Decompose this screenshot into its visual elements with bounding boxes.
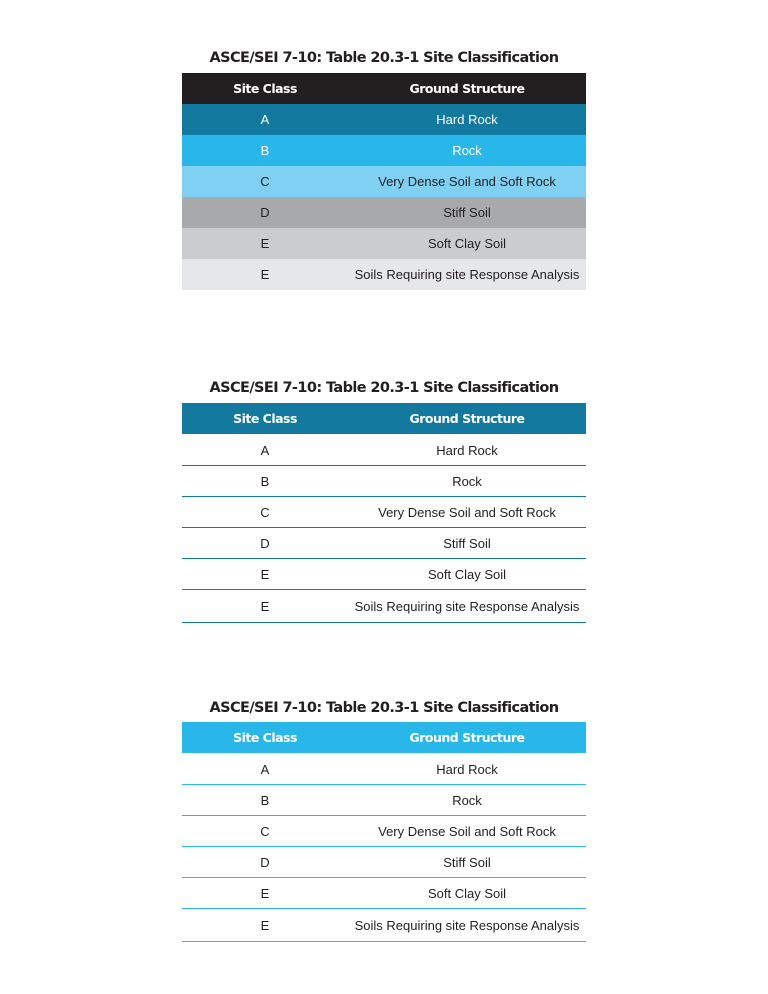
ground-structure-cell: Hard Rock — [436, 442, 498, 458]
header-site-class: Site Class — [233, 730, 297, 745]
table-title: ASCE/SEI 7-10: Table 20.3-1 Site Classification — [209, 700, 559, 716]
ground-structure-cell: Soils Requiring site Response Analysis — [354, 267, 580, 282]
site-class-cell: B — [260, 792, 270, 808]
ground-structure-cell: Soft Clay Soil — [427, 236, 507, 251]
table-title: ASCE/SEI 7-10: Table 20.3-1 Site Classification — [209, 50, 559, 66]
site-class-cell: B — [260, 473, 270, 489]
ground-structure-cell: Very Dense Soil and Soft Rock — [378, 504, 556, 520]
site-class-cell: A — [260, 442, 270, 458]
header-ground-structure: Ground Structure — [409, 730, 525, 745]
ground-structure-cell: Stiff Soil — [443, 535, 491, 551]
table-row — [182, 166, 586, 197]
table-row — [182, 590, 586, 623]
site-class-cell: B — [260, 143, 270, 158]
table-title: ASCE/SEI 7-10: Table 20.3-1 Site Classification — [209, 380, 559, 396]
table-row — [182, 228, 586, 259]
site-class-cell: E — [260, 598, 270, 614]
ground-structure-cell: Rock — [452, 143, 482, 158]
ground-structure-cell: Rock — [452, 792, 482, 808]
site-class-cell: A — [260, 761, 270, 777]
ground-structure-cell: Hard Rock — [436, 112, 498, 127]
table-row — [182, 435, 586, 466]
table-row — [182, 754, 586, 785]
table-header — [182, 722, 586, 753]
table-header — [182, 403, 586, 434]
site-class-cell: D — [260, 854, 270, 870]
table-header — [182, 73, 586, 104]
site-class-cell: C — [260, 823, 270, 839]
table-row — [182, 528, 586, 559]
site-class-cell: E — [260, 267, 270, 282]
table-row — [182, 847, 586, 878]
header-ground-structure: Ground Structure — [409, 411, 525, 426]
table-row — [182, 104, 586, 135]
site-class-cell: E — [260, 236, 270, 251]
table-row — [182, 259, 586, 290]
ground-structure-cell: Hard Rock — [436, 761, 498, 777]
ground-structure-cell: Stiff Soil — [443, 205, 491, 220]
site-class-cell: D — [260, 205, 270, 220]
table-row — [182, 197, 586, 228]
table-row — [182, 878, 586, 909]
table-row — [182, 816, 586, 847]
ground-structure-cell: Rock — [452, 473, 482, 489]
table-row — [182, 497, 586, 528]
ground-structure-cell: Soils Requiring site Response Analysis — [354, 917, 580, 933]
ground-structure-cell: Stiff Soil — [443, 854, 491, 870]
site-class-cell: C — [260, 504, 270, 520]
header-site-class: Site Class — [233, 81, 297, 96]
ground-structure-cell: Soft Clay Soil — [427, 566, 507, 582]
table-row — [182, 135, 586, 166]
table-row — [182, 559, 586, 590]
table-row — [182, 466, 586, 497]
ground-structure-cell: Soils Requiring site Response Analysis — [354, 598, 580, 614]
site-class-cell: C — [260, 174, 270, 189]
ground-structure-cell: Soft Clay Soil — [427, 885, 507, 901]
table-row — [182, 785, 586, 816]
site-class-cell: D — [260, 535, 270, 551]
site-class-cell: E — [260, 917, 270, 933]
header-site-class: Site Class — [233, 411, 297, 426]
ground-structure-cell: Very Dense Soil and Soft Rock — [378, 174, 556, 189]
site-class-cell: A — [260, 112, 270, 127]
site-class-cell: E — [260, 885, 270, 901]
site-class-cell: E — [260, 566, 270, 582]
table-row — [182, 909, 586, 942]
ground-structure-cell: Very Dense Soil and Soft Rock — [378, 823, 556, 839]
header-ground-structure: Ground Structure — [409, 81, 525, 96]
